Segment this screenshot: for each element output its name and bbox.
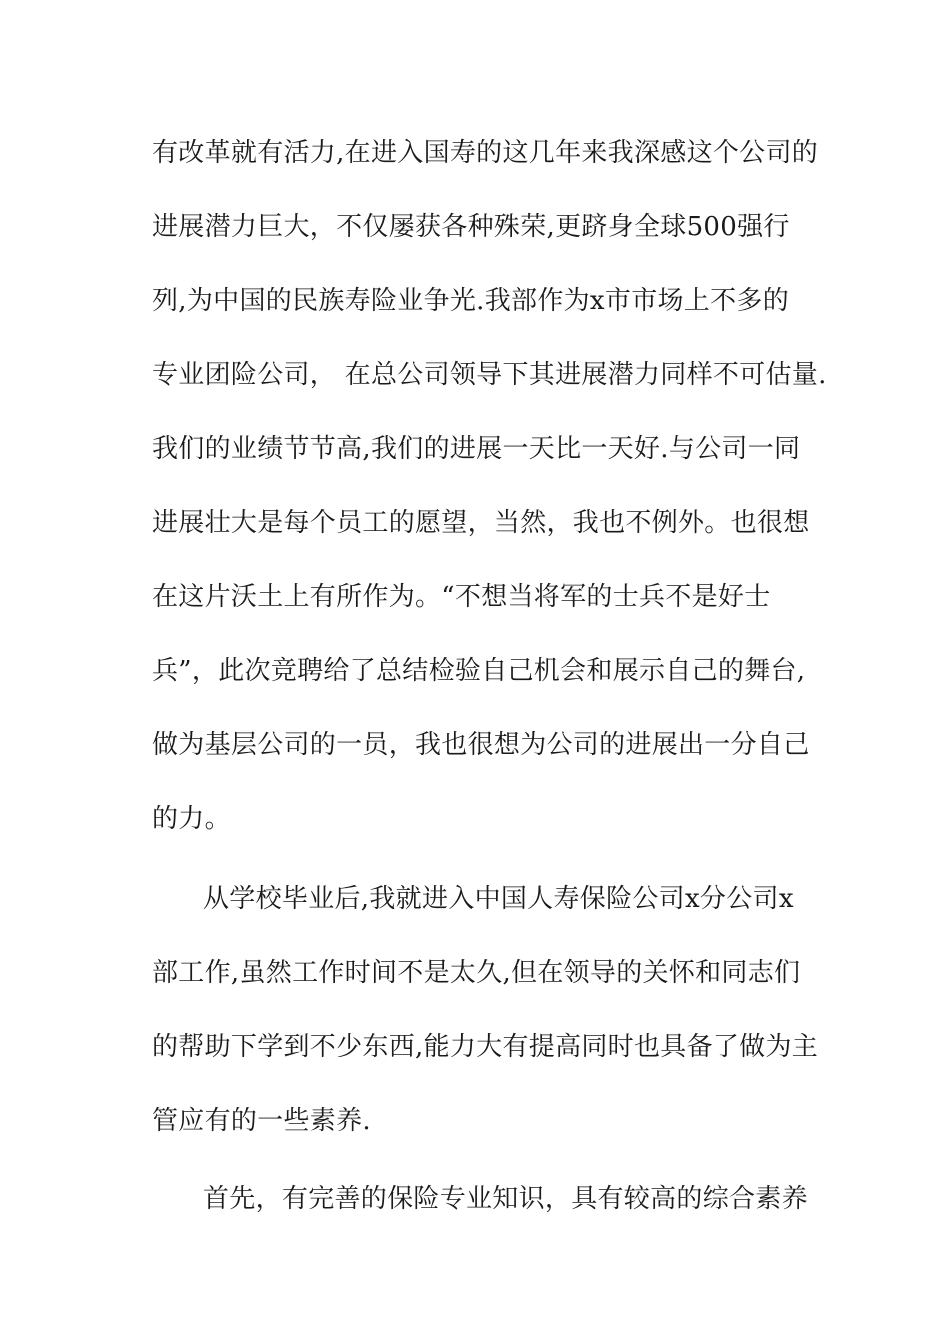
text-line-5: 我们的业绩节节高,我们的进展一天比一天好.与公司一同 [152,434,801,464]
paragraph-2-line-4: 管应有的一些素养. [152,1106,371,1136]
text-line-1: 有改革就有活力,在进入国寿的这几年来我深感这个公司的 [152,138,819,168]
text-line-8: 兵”，此次竞聘给了总结检验自己机会和展示自己的舞台, [152,656,806,686]
text-line-4: 专业团险公司， 在总公司领导下其进展潜力同样不可估量. [152,360,827,390]
paragraph-2-line-1: 从学校毕业后,我就进入中国人寿保险公司x分公司x [203,884,794,914]
text-line-7: 在这片沃土上有所作为。“不想当将军的士兵不是好士 [152,582,771,612]
paragraph-3-line-1: 首先，有完善的保险专业知识，具有较高的综合素养 [203,1184,808,1214]
text-line-10: 的力。 [152,804,231,834]
text-line-2: 进展潜力巨大，不仅屡获各种殊荣,更跻身全球500强行 [152,212,790,242]
paragraph-2-line-2: 部工作,虽然工作时间不是太久,但在领导的关怀和同志们 [152,958,801,988]
text-line-6: 进展壮大是每个员工的愿望，当然，我也不例外。也很想 [152,508,810,538]
text-line-9: 做为基层公司的一员，我也很想为公司的进展出一分自己 [152,730,810,760]
text-line-3: 列,为中国的民族寿险业争光.我部作为x市市场上不多的 [152,286,789,316]
paragraph-2-line-3: 的帮助下学到不少东西,能力大有提高同时也具备了做为主 [152,1032,819,1062]
